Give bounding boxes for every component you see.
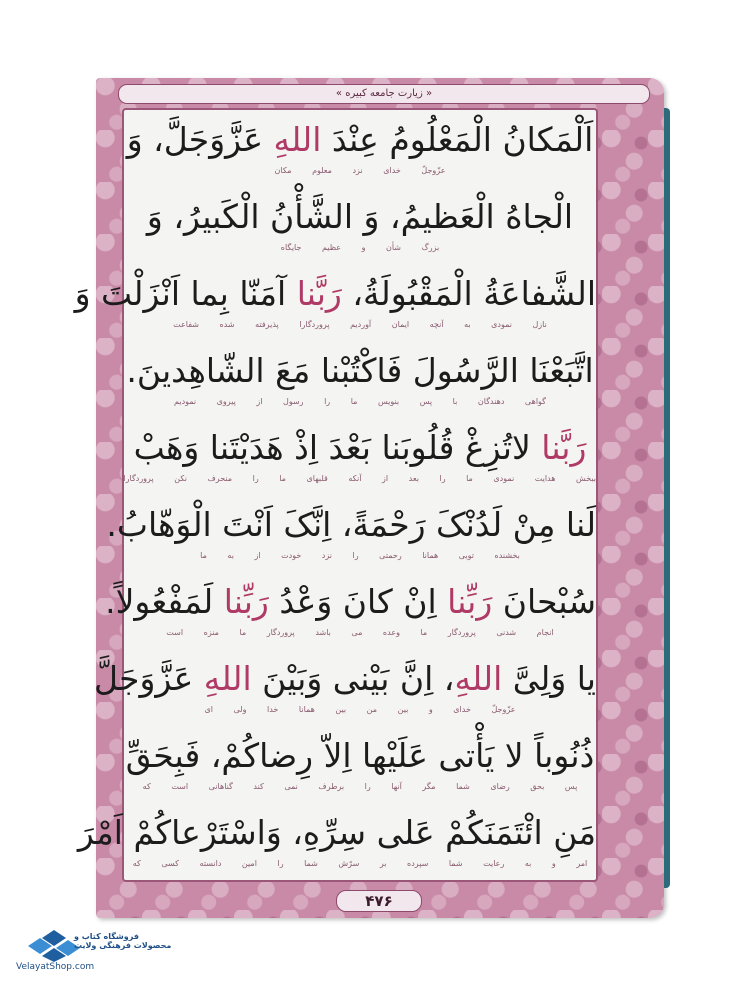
text-panel [74, 108, 598, 882]
book-spine-edge [664, 108, 670, 888]
verse-text: الْجاهُ الْعَظیمُ، وَ الشَّأْنُ الْکَبیرُ، وَ [146, 197, 574, 236]
divine-name-highlight: رَبَّنا [296, 274, 342, 313]
section-title: « زیارت جامعه کبیره » [118, 84, 650, 104]
verse-text: ، اِنَّ بَیْنی وَبَیْنَ [251, 659, 455, 698]
divine-name-highlight: اللهِ [203, 659, 252, 698]
verse-text: لَمَفْعُولاً. [105, 582, 224, 621]
verse-text: عَزَّوَجَلَّ [94, 659, 204, 698]
verse-line [74, 274, 596, 314]
verse-text: ذُنُوباً لا یَأْتی عَلَیْها اِلاّ رِضاکُمْ، فَبِحَقِّ [125, 736, 595, 775]
verse-text: آمَنّا بِما اَنْزَلْتَ وَ [74, 274, 297, 313]
word-translation: انجام شدنی پروردگار ما وعده می باشد پروردگار ما منزه است [166, 628, 554, 637]
verse-text: اتَّبَعْنَا الرَّسُولَ فَاکْتُبْنا مَعَ الشّاهِدینَ. [126, 351, 594, 390]
word-translation: پس بحق رضای شما مگر آنها را برطرف نمی کند گناهانی است که [142, 782, 578, 791]
page-number: ۴۷۶ [336, 890, 422, 912]
verse-text: الشَّفاعَةُ الْمَقْبُولَةُ، [341, 274, 596, 313]
verse-line [77, 813, 596, 853]
word-translation: بخشنده تویی همانا رحمتی را نزد خودت از به ما [200, 551, 520, 560]
word-translation: بزرگ شأن و عظیم جایگاه [280, 243, 440, 252]
verse-line [94, 659, 596, 699]
verse-line [124, 197, 596, 237]
word-translation: نازل نمودی به آنچه ایمان آوردیم پروردگارا پذیرفته شده شفاعت [173, 320, 547, 329]
word-translation: عزّوجلّ خدای و بین من بین همانا خدا ولی ای [204, 705, 516, 714]
verse-line [105, 582, 596, 622]
word-translation: عزّوجلّ خدای نزد معلوم مکان [274, 166, 446, 175]
divine-name-highlight: رَبِّنا [223, 582, 269, 621]
verse-text: لَنا مِنْ لَدُنْکَ رَحْمَةً، اِنَّکَ اَنْتَ الْوَهّابُ. [106, 505, 596, 544]
word-translation: گواهی دهندگان با پس بنویس ما را رسول از پیروی نمودیم [174, 397, 546, 406]
verse-text: یا وَلِیَّ [502, 659, 596, 698]
divine-name-highlight: اللهِ [273, 120, 322, 159]
site-url[interactable]: VelayatShop.com [16, 962, 95, 972]
verse-line [124, 120, 596, 160]
verse-line [124, 351, 596, 391]
verse-text: عَزَّوَجَلَّ، وَ [126, 120, 274, 159]
divine-name-highlight: رَبَّنا [541, 428, 587, 467]
brand-name: فروشگاه کتاب و محصولات فرهنگی ولایت [74, 932, 172, 950]
verse-text: مَنِ ائْتَمَنَکُمْ عَلی سِرِّهِ، وَاسْتَرْعاکُمْ اَمْرَ [77, 813, 596, 852]
divine-name-highlight: رَبِّنا [447, 582, 493, 621]
verse-text: اِنْ کانَ وَعْدُ [268, 582, 448, 621]
word-translation: ببخش هدایت نمودی ما را بعد از آنکه قلبهای ما را منحرف نکن پروردگارا [123, 474, 596, 483]
verse-line [106, 505, 596, 545]
verse-line [124, 428, 596, 468]
verse-line [124, 736, 596, 776]
divine-name-highlight: اللهِ [454, 659, 503, 698]
word-translation: امر و به رعایت شما سپرده بر سرّش شما را امین دانسته کسی که [132, 859, 588, 868]
verse-text: لاتُزِغْ قُلُوبَنا بَعْدَ اِذْ هَدَیْتَنا وَهَبْ [133, 428, 542, 467]
verse-text: سُبْحانَ [492, 582, 596, 621]
verse-text: اَلْمَکانُ الْمَعْلُومُ عِنْدَ [321, 120, 594, 159]
